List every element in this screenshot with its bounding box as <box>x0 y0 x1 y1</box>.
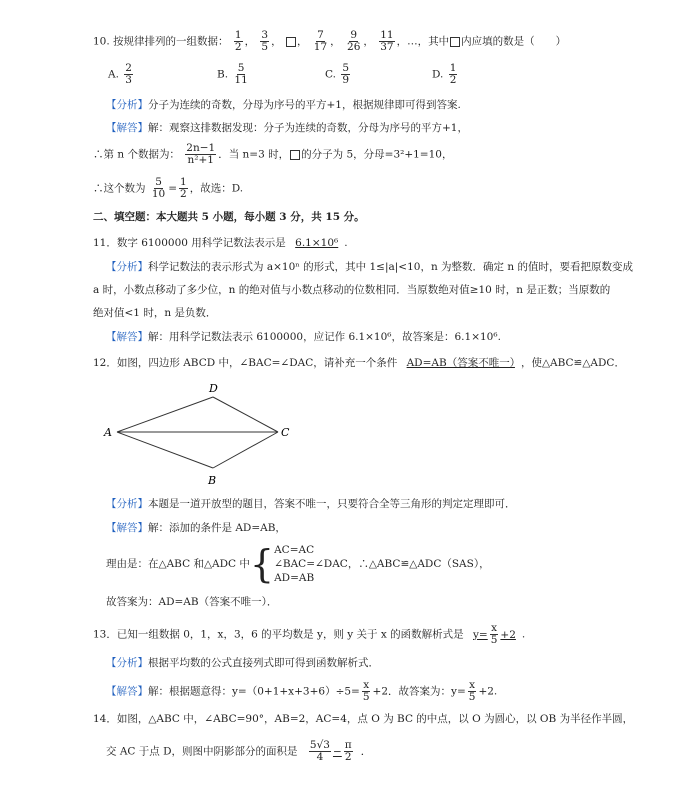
q10-option-d: D. $\frac{1}{2}$ <box>432 62 457 86</box>
edge-bc <box>213 432 278 468</box>
q10-solution-line2: ∴第 n 个数据为： $\frac{2n-1}{\text{n²+1}}$ ．当 n=3 时， 的分子为 5，分母=3²+1=10， <box>93 142 453 166</box>
q13-stem: 13．已知一组数据 0，1，x，3，6 的平均数是 y，则 y 关于 x 的函数解析式是 y= $\frac{x}{5}$ +2 . <box>93 622 526 646</box>
q14-stem: 14．如图，△ABC 中，∠ABC=90°，AB=2，AC=4，点 O 为 BC 的中点，以 O 为圆心，以 OB 为半径作半圆， <box>93 713 634 725</box>
q14-stem-line2: 交 AC 于点 D，则图中阴影部分的面积是 $\frac{5√3}{4}$ − $\frac{\pi}{2}$ ． <box>106 739 372 763</box>
blank-box <box>290 150 300 160</box>
label-c: C <box>281 426 290 439</box>
edge-ab <box>117 432 213 468</box>
answer: $\frac{5√3}{4}$ − $\frac{\pi}{2}$ <box>309 739 352 763</box>
answer: AD=AB（答案不唯一） <box>406 357 515 369</box>
fraction: $\frac{9}{26}$ <box>347 29 361 53</box>
fraction: $\frac{3}{5}$ <box>261 29 269 53</box>
q10-stem: 10. 按规律排列的一组数据： $\frac{1}{2}$ ， $\frac{3}{5}$ ， ， $\frac{7}{17}$ ， $\frac{9}{26}$ ， $\frac{11}{37}$ ，…，其中 内应填的数是（ ） <box>93 29 567 53</box>
answer: y= $\frac{x}{5}$ +2 <box>473 622 516 646</box>
edge-dc <box>213 397 278 432</box>
q11-solution: 【解答】解：用科学记数法表示 6100000，应记作 6.1×10⁶，故答案是：6.1×10⁶. <box>106 331 501 343</box>
q11-analysis-line2: a 时，小数点移动了多少位，n 的绝对值与小数点移动的位数相同．当原数绝对值≥10 时，n 是正数；当原数的 <box>93 284 611 296</box>
q13-analysis: 【分析】根据平均数的公式直接列式即可得到函数解析式． <box>106 657 379 669</box>
section-heading: 二、填空题：本大题共 5 小题，每小题 3 分，共 15 分。 <box>93 211 365 223</box>
q12-final: 故答案为：AD=AB（答案不唯一）． <box>106 596 278 608</box>
fraction: $\frac{7}{17}$ <box>313 29 328 53</box>
edge-ad <box>117 397 213 432</box>
q10-analysis: 【分析】分子为连续的奇数，分母为序号的平方+1，根据规律即可得到答案. <box>106 99 461 111</box>
answer: 6.1×10⁶ <box>295 237 339 249</box>
blank-box <box>450 37 460 47</box>
q10-solution: 【解答】解：观察这排数据发现：分子为连续的奇数，分母为序号的平方+1， <box>106 122 468 134</box>
q12-stem: 12．如图，四边形 ABCD 中，∠BAC=∠DAC，请补充一个条件 AD=AB（答案不唯一） ，使△ABC≌△ADC． <box>93 357 625 369</box>
q12-analysis: 【分析】本题是一道开放型的题目，答案不唯一，只要符合全等三角形的判定定理即可． <box>106 498 516 510</box>
q10-option-c: C. $\frac{5}{9}$ <box>325 62 350 86</box>
q12-reason: 理由是：在△ABC 和△ADC 中{ AC=AC ∠BAC=∠DAC AD=AB ，∴△ABC≌△ADC（SAS）， <box>106 542 490 586</box>
q10-option-a: A. $\frac{2}{3}$ <box>108 62 132 86</box>
q11-stem: 11．数字 6100000 用科学记数法表示是 6.1×10⁶ . <box>93 237 348 249</box>
q12-solution: 【解答】解：添加的条件是 AD=AB， <box>106 522 286 534</box>
q11-analysis: 【分析】科学记数法的表示形式为 a×10ⁿ 的形式，其中 1≤|a|<10，n 为整数．确定 n 的值时，要看把原数变成 <box>106 261 633 273</box>
blank-box <box>286 37 296 47</box>
label-d: D <box>209 382 218 395</box>
label-b: B <box>208 474 217 487</box>
label-a: A <box>104 426 112 439</box>
quadrilateral-figure <box>100 378 310 490</box>
q13-solution: 【解答】解：根据题意得：y=（0+1+x+3+6）÷5= $\frac{x}{5}$ +2．故答案为：y= $\frac{x}{5}$ +2. <box>106 679 498 703</box>
fraction: $\frac{1}{2}$ <box>234 29 242 53</box>
q11-analysis-line3: 绝对值<1 时，n 是负数． <box>93 307 217 319</box>
condition-system: AC=AC ∠BAC=∠DAC AD=AB <box>274 544 348 584</box>
fraction: $\frac{11}{37}$ <box>380 29 394 53</box>
q10-option-b: B. $\frac{5}{11}$ <box>217 62 248 86</box>
q10-solution-line3: ∴这个数为 $\frac{5}{10}$ = $\frac{1}{2}$ ，故选：D. <box>93 176 244 200</box>
